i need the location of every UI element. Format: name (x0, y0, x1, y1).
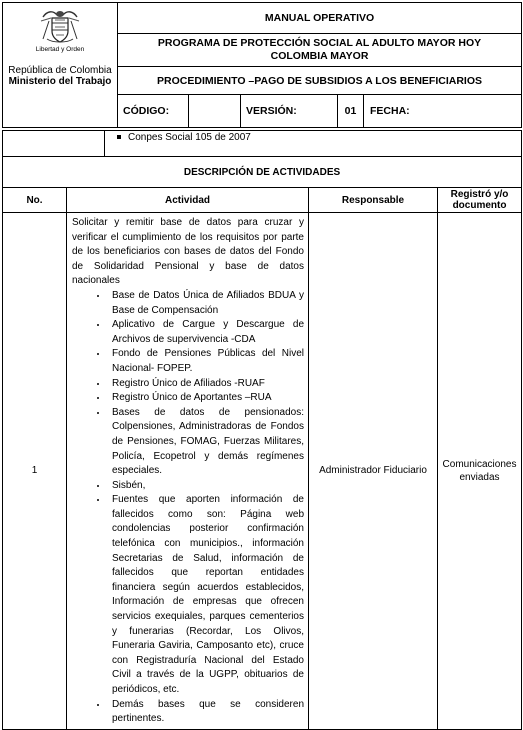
activity-list (72, 289, 304, 727)
record-cell: Comunicaciones enviadas (438, 213, 522, 730)
column-header-activity: Actividad (67, 188, 309, 213)
bullet-icon (117, 135, 121, 139)
column-header-responsible: Responsable (309, 188, 438, 213)
version-value: 01 (338, 95, 364, 128)
list-item: • Registro Único de Afiliados -RUAF (108, 377, 304, 392)
document-header (2, 2, 522, 128)
version-label: VERSIÓN: (241, 95, 338, 128)
country-name: República de Colombia (8, 65, 112, 76)
codigo-value (189, 95, 241, 128)
citation-spacer (3, 131, 105, 157)
list-item: • Fuentes que aporten información de fallecidos como son: Página web condolencias posterior confirmación telefónica con municipios., información Secretarias de Salud, información de fallecidos que reportan entidades financiera según acuerdos establecidos, Información de empresas que ofrecen servicios exequiales, parques cementerios y funerarias (Recordar, Los Olivos, Funeraria Gaviria, Camposanto etc), cruce con Registraduría Nacional del Estado Civil a través de la UGPP, obituarios de periódicos, etc. (108, 493, 304, 697)
row-number: 1 (3, 213, 67, 730)
list-item: • Aplicativo de Cargue y Descargue de Archivos de supervivencia -CDA (108, 318, 304, 347)
ministry-name: Ministerio del Trabajo (8, 76, 112, 87)
fecha-label: FECHA: (370, 105, 410, 117)
list-item: • Bases de datos de pensionados: Colpensiones, Administradoras de Fondos de Pensiones, FOMAG, Fuerzas Militares, Policía, Ecopetrol y demás regímenes especiales. (108, 406, 304, 479)
manual-title: MANUAL OPERATIVO (118, 3, 522, 34)
list-item: • Registro Único de Aportantes –RUA (108, 391, 304, 406)
list-item: • Sisbén, (108, 479, 304, 494)
procedure-title: PROCEDIMIENTO –PAGO DE SUBSIDIOS A LOS BENEFICIARIOS (118, 67, 522, 95)
fecha-label-cell (364, 95, 522, 128)
activity-cell (67, 213, 309, 730)
list-item: • Fondo de Pensiones Públicas del Nivel Nacional- FOPEP. (108, 347, 304, 376)
coat-of-arms-logo (37, 9, 83, 45)
table-header-row (3, 188, 522, 213)
citation-cell (105, 131, 522, 157)
program-title: PROGRAMA DE PROTECCIÓN SOCIAL AL ADULTO MAYOR HOY COLOMBIA MAYOR (118, 34, 522, 67)
codigo-label: CÓDIGO: (118, 95, 189, 128)
citation-row (3, 131, 522, 157)
activities-table (2, 130, 522, 730)
table-row (3, 213, 522, 730)
list-item: • Base de Datos Única de Afiliados BDUA y Base de Compensación (108, 289, 304, 318)
activity-intro: Solicitar y remitir base de datos para cruzar y verificar el cumplimiento de los requisitos por parte de los beneficiarios con bases de datos del Fondo de Solidaridad Pensional y base de datos nacionales (72, 217, 304, 287)
column-header-record: Registró y/o documento (438, 188, 522, 213)
column-header-no: No. (3, 188, 67, 213)
list-item: • Demás bases que se consideren pertinentes. (108, 698, 304, 727)
responsible-cell: Administrador Fiduciario (309, 213, 438, 730)
motto-text: Libertad y Orden (35, 46, 85, 53)
citation-text: Conpes Social 105 de 2007 (128, 132, 251, 143)
logo-cell (3, 3, 118, 128)
section-title: DESCRIPCIÓN DE ACTIVIDADES (3, 157, 522, 188)
